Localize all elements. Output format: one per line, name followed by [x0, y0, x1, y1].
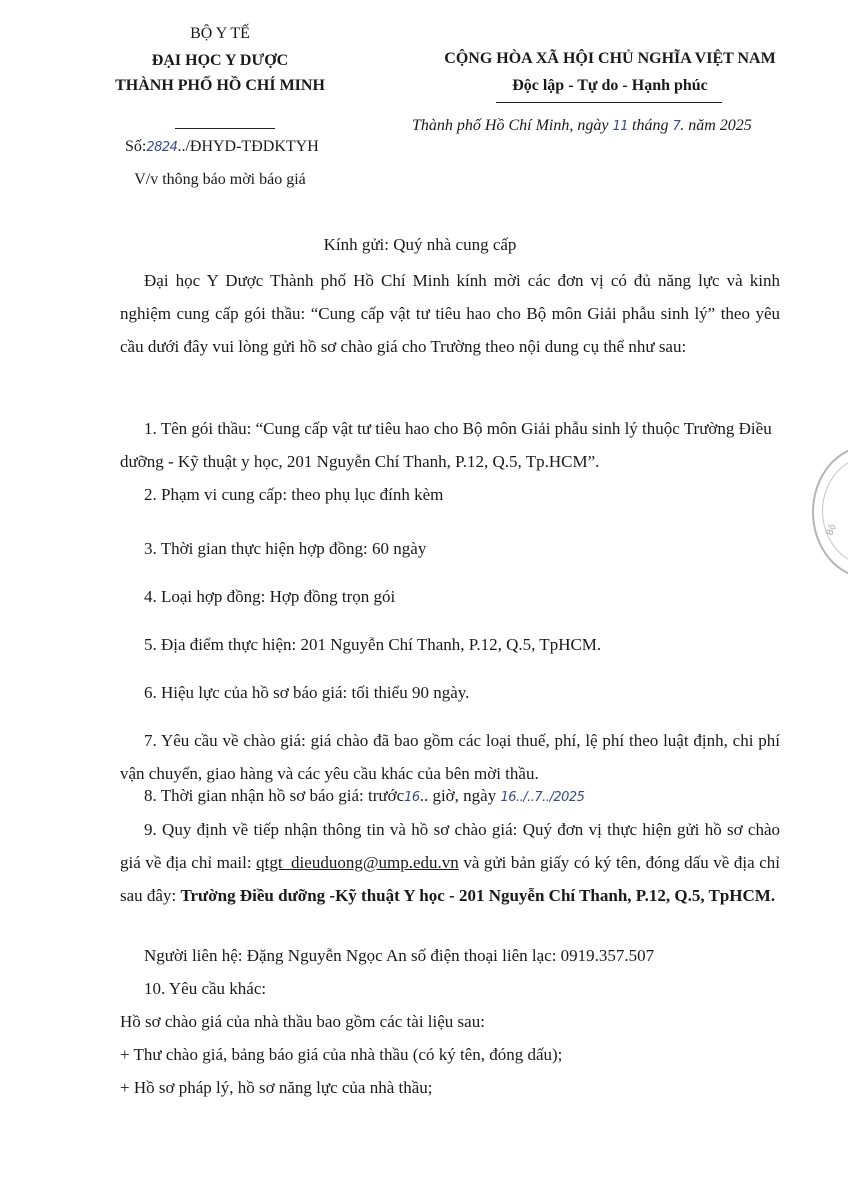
date-day-handwritten: 11: [612, 119, 628, 134]
date-year: năm 2025: [688, 117, 752, 134]
item-7-price-requirements: 7. Yêu cầu về chào giá: giá chào đã bao gồm các loại thuế, phí, lệ phí theo luật định, chi phí vận chuyển, giao hàng và các yêu cầu khác của bên mời thầu.: [120, 731, 780, 783]
item-1-package-name: 1. Tên gói thầu: “Cung cấp vật tư tiêu hao cho Bộ môn Giải phẫu sinh lý thuộc Trường Điều dưỡng - Kỹ thuật y học, 201 Nguyễn Chí Thanh, P.12, Q.5, Tp.HCM”.: [120, 419, 772, 471]
submission-email-link[interactable]: qtgt_dieuduong@ump.edu.vn: [256, 853, 459, 872]
intro-paragraph: Đại học Y Dược Thành phố Hồ Chí Minh kính mời các đơn vị có đủ năng lực và kinh nghiệm cung cấp gói thầu: “Cung cấp vật tư tiêu hao cho Bộ môn Giải phẫu sinh lý” theo yêu cầu dưới đây vui lòng gửi hồ sơ chào giá cho Trường theo nội dung cụ thể như sau:: [120, 271, 780, 356]
item-8-submission-deadline: [120, 779, 780, 814]
document-requirement-1: + Thư chào giá, bảng báo giá của nhà thầu (có ký tên, đóng dấu);: [120, 1045, 563, 1064]
left-header-underline: [175, 128, 275, 129]
date-prefix: Thành phố Hồ Chí Minh, ngày: [412, 117, 609, 134]
doc-number-prefix: Số:: [125, 138, 147, 155]
item-9-after-email: và gửi bản giấy có ký tên, đóng dấu về địa chỉ sau đây:: [120, 853, 780, 905]
item-4-contract-type: 4. Loại hợp đồng: Hợp đồng trọn gói: [144, 587, 396, 606]
item-9-submission-rules: [120, 813, 780, 912]
date-month-handwritten: 7: [672, 119, 681, 134]
doc-number-suffix: ../ĐHYD-TĐDKTYH: [177, 138, 319, 155]
documents-intro: Hồ sơ chào giá của nhà thầu bao gồm các tài liệu sau:: [120, 1012, 485, 1031]
item-8-mid: .. giờ, ngày: [419, 786, 497, 805]
doc-number-handwritten: 2824: [146, 140, 178, 155]
item-2-scope: 2. Phạm vi cung cấp: theo phụ lục đính kèm: [144, 485, 444, 504]
contact-person: Người liên hệ: Đặng Nguyễn Ngọc An số điện thoại liên lạc: 0919.357.507: [144, 946, 655, 965]
item-8-hour-handwritten: 16: [404, 790, 420, 805]
item-3-duration: 3. Thời gian thực hiện hợp đồng: 60 ngày: [144, 539, 427, 558]
motto-underline: [496, 102, 722, 103]
document-number: [125, 138, 319, 156]
greeting: Kính gửi: Quý nhà cung cấp: [323, 235, 517, 254]
subject-line: V/v thông báo mời báo giá: [134, 171, 306, 188]
ministry-name: BỘ Y TẾ: [190, 25, 250, 42]
item-9-text: 9. Quy định về tiếp nhận thông tin và hồ sơ chào giá: Quý đơn vị thực hiện gửi hồ sơ chào giá về địa chỉ mail:: [120, 820, 780, 872]
university-name-line1: ĐẠI HỌC Y DƯỢC: [151, 52, 289, 69]
seal-stamp-text: Bộ: [825, 522, 839, 538]
item-8-date-handwritten: 16../..7../2025: [500, 790, 585, 805]
date-month-label: tháng: [632, 117, 669, 134]
item-10-other-requirements: 10. Yêu cầu khác:: [144, 979, 267, 998]
item-5-location: 5. Địa điểm thực hiện: 201 Nguyễn Chí Thanh, P.12, Q.5, TpHCM.: [144, 635, 602, 654]
item-6-validity: 6. Hiệu lực của hồ sơ báo giá: tối thiểu 90 ngày.: [144, 683, 470, 702]
national-motto: Độc lập - Tự do - Hạnh phúc: [512, 77, 708, 94]
item-8-prefix: 8. Thời gian nhận hồ sơ báo giá: trước: [144, 786, 405, 805]
nation-name: CỘNG HÒA XÃ HỘI CHỦ NGHĨA VIỆT NAM: [444, 50, 776, 67]
item-9-address: Trường Điều dưỡng -Kỹ thuật Y học - 201 Nguyễn Chí Thanh, P.12, Q.5, TpHCM.: [180, 886, 776, 905]
document-requirement-2: + Hồ sơ pháp lý, hồ sơ năng lực của nhà thầu;: [120, 1078, 433, 1097]
issue-date: Thành phố Hồ Chí Minh, ngày 11 tháng 7. năm 2025: [412, 117, 752, 134]
university-name-line2: THÀNH PHỐ HỒ CHÍ MINH: [115, 77, 325, 94]
